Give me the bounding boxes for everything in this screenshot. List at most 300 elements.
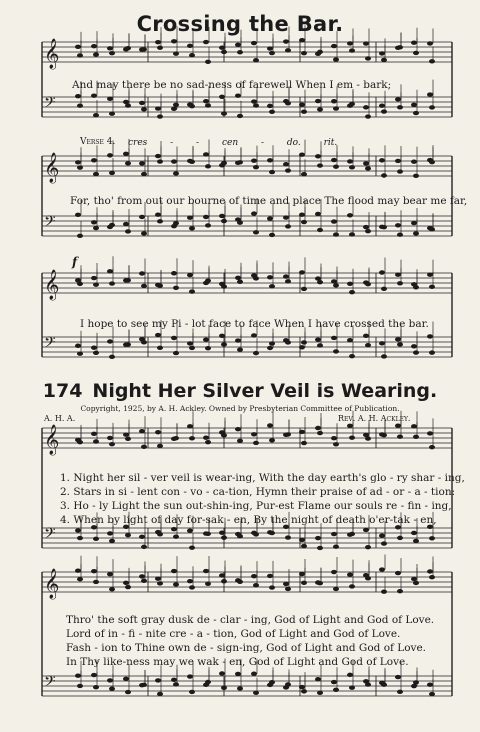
note-head [267, 158, 273, 162]
note-head [379, 341, 385, 345]
note-head [251, 574, 257, 578]
note-head [349, 584, 355, 588]
note-head [235, 672, 241, 676]
clef-symbol: 𝄢 [44, 334, 56, 355]
note-head [171, 159, 177, 163]
note-head [155, 154, 161, 158]
note-head [155, 430, 161, 434]
note-head [317, 691, 323, 695]
note-head [189, 346, 195, 350]
note-head [189, 226, 195, 230]
note-head [237, 534, 243, 538]
note-head [253, 532, 259, 536]
note-head [123, 432, 129, 436]
note-head [237, 50, 243, 54]
note-head [187, 674, 193, 678]
note-head [125, 533, 131, 537]
note-head [139, 271, 145, 275]
note-head [171, 336, 177, 340]
note-head [267, 423, 273, 427]
note-head [381, 225, 387, 229]
note-head [315, 212, 321, 216]
note-head [363, 334, 369, 338]
note-head [285, 587, 291, 591]
note-head [365, 114, 371, 118]
note-head [413, 435, 419, 439]
note-head [333, 587, 339, 591]
note-head [299, 103, 305, 107]
note-head [397, 45, 403, 49]
note-head [413, 539, 419, 543]
note-head [251, 672, 257, 676]
note-head [75, 528, 81, 532]
note-head [219, 671, 225, 675]
note-head [331, 680, 337, 684]
note-head [349, 686, 355, 690]
note-head [299, 213, 305, 217]
note-head [125, 161, 131, 165]
note-head [317, 107, 323, 111]
note-head [331, 436, 337, 440]
note-head [349, 532, 355, 536]
note-head [235, 276, 241, 280]
note-head [173, 436, 179, 440]
note-head [237, 580, 243, 584]
note-head [157, 219, 163, 223]
note-head [269, 170, 275, 174]
note-head [347, 41, 353, 45]
note-head [333, 164, 339, 168]
note-head [155, 333, 161, 337]
note-head [349, 290, 355, 294]
note-head [299, 685, 305, 689]
note-head [141, 445, 147, 449]
note-head [395, 272, 401, 276]
note-head [91, 569, 97, 573]
note-head [219, 334, 225, 338]
note-head [203, 569, 209, 573]
note-head [317, 546, 323, 550]
note-head [285, 682, 291, 686]
note-head [155, 213, 161, 217]
note-head [237, 114, 243, 118]
note-head [173, 286, 179, 290]
note-head [349, 435, 355, 439]
hymn-title [0, 380, 480, 402]
note-head [299, 345, 305, 349]
note-head [269, 284, 275, 288]
note-head [157, 284, 163, 288]
note-head [429, 227, 435, 231]
note-head [171, 107, 177, 111]
note-head [395, 223, 401, 227]
note-head [429, 692, 435, 696]
note-head [427, 272, 433, 276]
note-head [173, 682, 179, 686]
verse-line: Fash - ion to Thine own de - sign-ing, God of Light and God of Love. [66, 642, 427, 654]
verse-line: 1. Night her sil - ver veil is wear-ing, With the day earth's glo - ry shar - ing, [60, 472, 465, 484]
note-head [363, 528, 369, 532]
note-head [397, 169, 403, 173]
clef-symbol: 𝄞 [44, 39, 60, 69]
lyric-line: I hope to see my Pi - lot face to face When I have crossed the bar. [80, 318, 429, 330]
note-head [173, 534, 179, 538]
music-credit: Rev. A. H. Ackley. [338, 414, 411, 423]
note-head [203, 40, 209, 44]
note-head [333, 283, 339, 287]
note-head [299, 538, 305, 542]
note-head [315, 99, 321, 103]
note-head [411, 344, 417, 348]
note-head [395, 337, 401, 341]
note-head [205, 60, 211, 64]
clef-symbol: 𝄢 [44, 94, 56, 115]
note-head [203, 215, 209, 219]
note-head [299, 270, 305, 274]
note-head [139, 161, 145, 165]
note-head [411, 221, 417, 225]
note-head [125, 342, 131, 346]
note-head [413, 111, 419, 115]
note-head [219, 46, 225, 50]
copyright-notice: Copyright, 1925, by A. H. Ackley. Owned by Presbyterian Committee of Publication. [80, 404, 400, 413]
note-head [333, 688, 339, 692]
note-head [75, 674, 81, 678]
note-head [171, 527, 177, 531]
verse-line: 2. Stars in si - lent con - vo - ca-tion, Hymn their praise of ad - or - a - tion: [60, 486, 456, 498]
note-head [139, 535, 145, 539]
note-head [107, 531, 113, 535]
lyric-line: For, tho' from out our bourne of time and place The flood may bear me far, [70, 195, 468, 207]
note-head [301, 220, 307, 224]
note-head [395, 97, 401, 101]
note-head [237, 439, 243, 443]
note-head [77, 282, 83, 286]
note-head [93, 172, 99, 176]
note-head [205, 103, 211, 107]
verse-line: Thro' the soft gray dusk de - clar - ing, God of Light and God of Love. [66, 614, 435, 626]
note-head [107, 46, 113, 50]
note-head [155, 40, 161, 44]
note-head [267, 46, 273, 50]
note-head [173, 171, 179, 175]
note-head [283, 582, 289, 586]
note-head [301, 340, 307, 344]
note-head [107, 339, 113, 343]
note-head [75, 213, 81, 217]
note-head [109, 51, 115, 55]
note-head [411, 103, 417, 107]
note-head [283, 274, 289, 278]
note-head [235, 427, 241, 431]
note-head [189, 53, 195, 57]
note-head [315, 677, 321, 681]
note-head [173, 351, 179, 355]
note-head [189, 160, 195, 164]
note-head [333, 442, 339, 446]
note-head [317, 343, 323, 347]
note-head [299, 152, 305, 156]
note-head [77, 53, 83, 57]
note-head [315, 154, 321, 158]
note-head [381, 589, 387, 593]
note-head [91, 158, 97, 162]
note-head [109, 281, 115, 285]
note-head [123, 581, 129, 585]
note-head [397, 342, 403, 346]
note-head [235, 43, 241, 47]
note-head [285, 48, 291, 52]
note-head [91, 673, 97, 677]
note-head [141, 172, 147, 176]
note-head [253, 230, 259, 234]
note-head [157, 159, 163, 163]
note-head [395, 675, 401, 679]
note-head [125, 103, 131, 107]
verse-label: Verse 4. [80, 137, 116, 147]
note-head [317, 280, 323, 284]
note-head [381, 173, 387, 177]
note-head [411, 159, 417, 163]
note-head [331, 99, 337, 103]
note-head [109, 223, 115, 227]
note-head [251, 211, 257, 215]
hymn-title: Crossing the Bar. [136, 12, 344, 36]
note-head [253, 691, 259, 695]
note-head [285, 279, 291, 283]
note-head [269, 51, 275, 55]
note-head [141, 47, 147, 51]
note-head [269, 438, 275, 442]
verse-line: Lord of in - fi - nite cre - a - tion, God of Light and God of Love. [66, 628, 401, 640]
note-head [189, 436, 195, 440]
note-head [397, 589, 403, 593]
note-head [91, 44, 97, 48]
note-head [109, 442, 115, 446]
note-head [203, 152, 209, 156]
note-head [109, 687, 115, 691]
note-head [219, 214, 225, 218]
note-head [171, 569, 177, 573]
note-head [397, 690, 403, 694]
note-head [157, 46, 163, 50]
note-head [427, 431, 433, 435]
note-head [347, 159, 353, 163]
note-head [347, 282, 353, 286]
note-head [237, 280, 243, 284]
note-head [107, 97, 113, 101]
note-head [157, 346, 163, 350]
note-head [205, 223, 211, 227]
note-head [221, 579, 227, 583]
note-head [331, 279, 337, 283]
note-head [301, 689, 307, 693]
note-head [299, 572, 305, 576]
note-head [413, 285, 419, 289]
note-head [203, 337, 209, 341]
note-head [285, 340, 291, 344]
note-head [125, 437, 131, 441]
note-head [267, 275, 273, 279]
note-head [141, 340, 147, 344]
note-head [267, 216, 273, 220]
note-head [315, 337, 321, 341]
note-head [363, 41, 369, 45]
note-head [157, 692, 163, 696]
note-head [333, 545, 339, 549]
note-head [347, 424, 353, 428]
note-head [283, 162, 289, 166]
note-head [109, 539, 115, 543]
note-head [187, 424, 193, 428]
note-head [171, 678, 177, 682]
note-head [381, 354, 387, 358]
note-head [333, 349, 339, 353]
note-head [413, 680, 419, 684]
note-head [109, 355, 115, 359]
clef-symbol: 𝄢 [44, 525, 56, 546]
note-head [429, 350, 435, 354]
note-head [301, 287, 307, 291]
note-head [413, 174, 419, 178]
note-head [347, 673, 353, 677]
note-head [283, 39, 289, 43]
note-head [429, 445, 435, 449]
note-head [141, 231, 147, 235]
note-head [123, 152, 129, 156]
note-head [413, 231, 419, 235]
note-head [173, 582, 179, 586]
note-head [253, 58, 259, 62]
note-head [205, 440, 211, 444]
note-head [379, 567, 385, 571]
note-head [107, 153, 113, 157]
note-head [221, 284, 227, 288]
note-head [413, 350, 419, 354]
note-head [381, 541, 387, 545]
note-head [429, 536, 435, 540]
note-head [397, 233, 403, 237]
note-head [301, 110, 307, 114]
note-head [77, 577, 83, 581]
note-head [219, 573, 225, 577]
note-head [253, 351, 259, 355]
note-head [157, 114, 163, 118]
note-head [299, 38, 305, 42]
note-head [173, 103, 179, 107]
note-head [349, 354, 355, 358]
note-head [413, 51, 419, 55]
note-head [251, 158, 257, 162]
note-head [125, 46, 131, 50]
note-head [173, 221, 179, 225]
note-head [283, 215, 289, 219]
note-head [141, 107, 147, 111]
note-head [411, 577, 417, 581]
note-head [381, 683, 387, 687]
note-head [141, 545, 147, 549]
note-head [77, 103, 83, 107]
note-head [75, 160, 81, 164]
note-head [221, 342, 227, 346]
note-head [125, 585, 131, 589]
note-head [381, 433, 387, 437]
note-head [173, 51, 179, 55]
note-head [301, 581, 307, 585]
note-head [347, 213, 353, 217]
clef-symbol: 𝄢 [44, 213, 56, 234]
note-head [429, 285, 435, 289]
note-head [171, 271, 177, 275]
note-head [349, 165, 355, 169]
note-head [269, 531, 275, 535]
note-head [365, 436, 371, 440]
note-head [429, 105, 435, 109]
note-head [91, 276, 97, 280]
note-head [269, 233, 275, 237]
note-head [77, 440, 83, 444]
note-head [125, 229, 131, 233]
note-head [269, 585, 275, 589]
note-head [379, 270, 385, 274]
note-head [221, 111, 227, 115]
note-head [219, 95, 225, 99]
note-head [221, 686, 227, 690]
note-head [317, 228, 323, 232]
note-head [157, 581, 163, 585]
note-head [333, 106, 339, 110]
verse-line: 4. When by light of day for-sak - en, By the night of death o'er-tak - en, [60, 514, 437, 526]
note-head [413, 581, 419, 585]
note-head [411, 531, 417, 535]
note-head [125, 278, 131, 282]
note-head [93, 113, 99, 117]
note-head [395, 159, 401, 163]
note-head [75, 569, 81, 573]
note-head [157, 532, 163, 536]
note-head [187, 44, 193, 48]
note-head [125, 690, 131, 694]
note-head [205, 346, 211, 350]
note-head [93, 439, 99, 443]
note-head [365, 282, 371, 286]
note-head [365, 545, 371, 549]
lyric-line: And may there be no sad-ness of farewell When I em - bark; [72, 79, 392, 91]
note-head [91, 220, 97, 224]
note-head [237, 160, 243, 164]
note-head [203, 436, 209, 440]
note-head [221, 535, 227, 539]
note-head [269, 680, 275, 684]
note-head [379, 534, 385, 538]
note-head [397, 434, 403, 438]
note-head [331, 44, 337, 48]
words-credit: A. H. A. [44, 414, 76, 423]
note-head [251, 432, 257, 436]
note-head [109, 171, 115, 175]
note-head [315, 426, 321, 430]
note-head [285, 101, 291, 105]
note-head [91, 432, 97, 436]
note-head [379, 51, 385, 55]
note-head [253, 103, 259, 107]
note-head [253, 165, 259, 169]
note-head [187, 529, 193, 533]
note-head [75, 344, 81, 348]
verse-line: In Thy like-ness may we wak - en, God of Light and God of Love. [66, 656, 409, 668]
note-head [331, 336, 337, 340]
note-head [75, 94, 81, 98]
